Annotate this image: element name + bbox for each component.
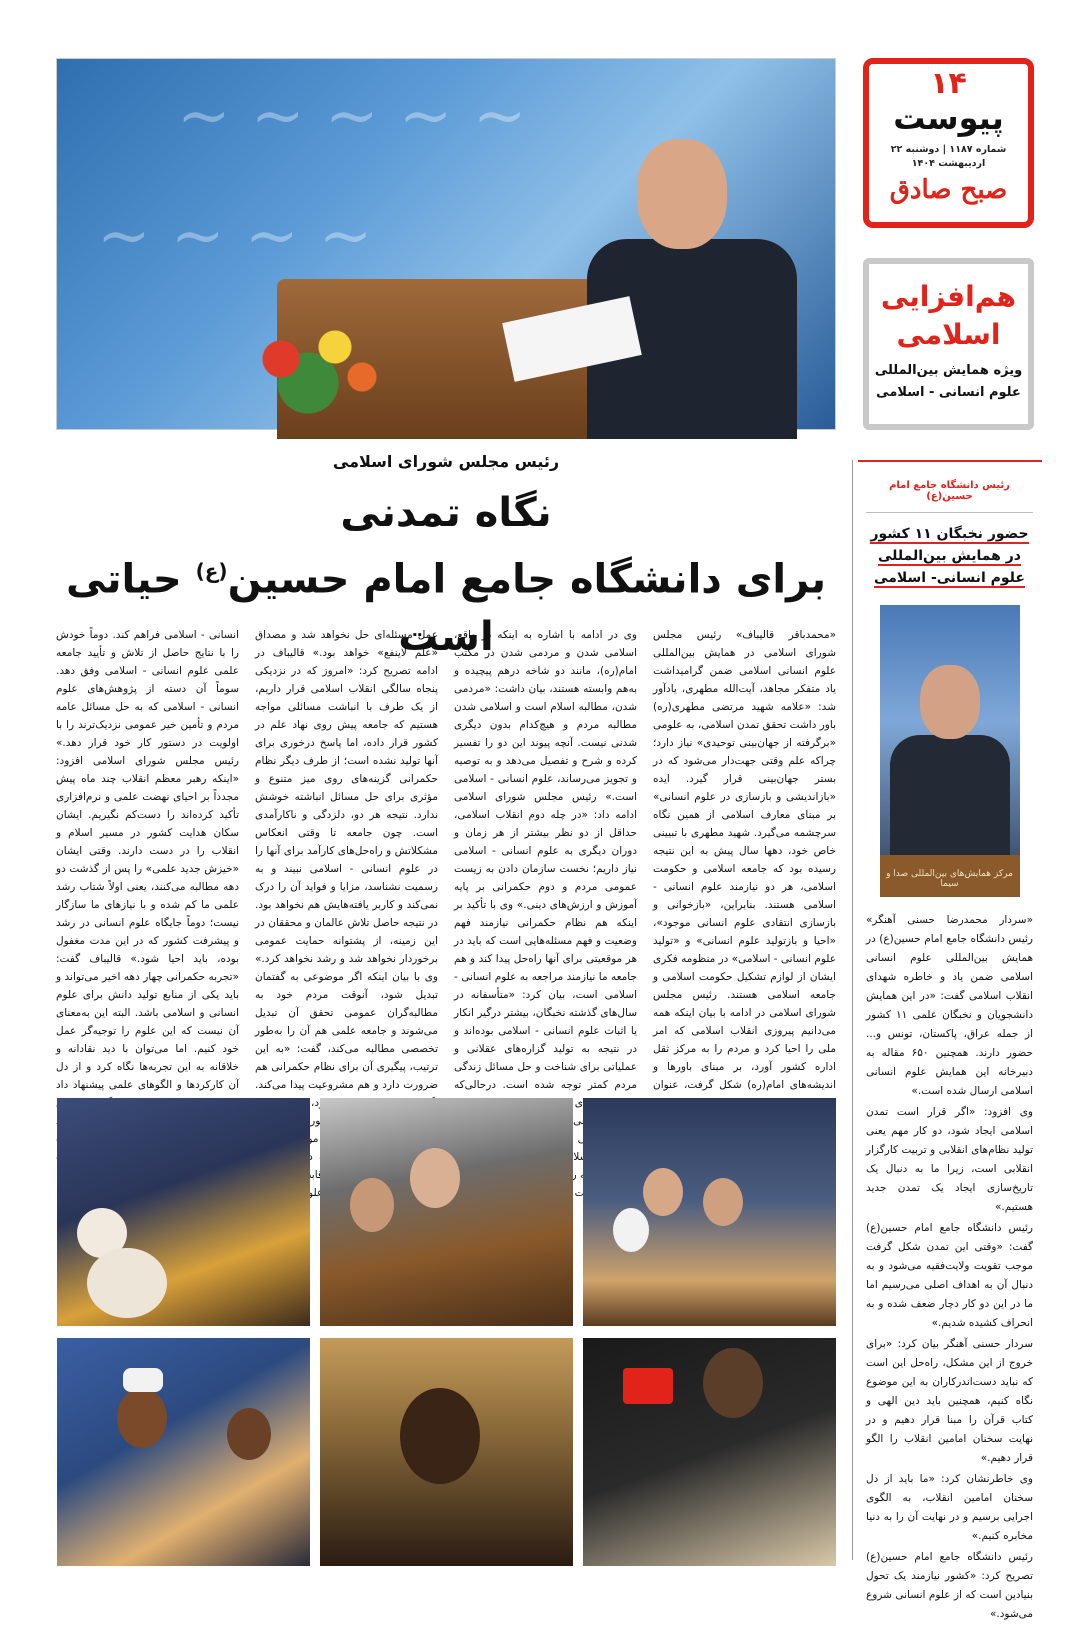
page-number: ۱۴ bbox=[930, 66, 967, 101]
column-text: وی در ادامه با اشاره به اینکه در واقع، اسلامی شدن و مردمی شدن در مکتب امام(ره)، مانند دو شاخه درهم پیچیده و به‌هم وابسته هستند، بیان داشت: «مردمی شدن، مطالبه اسلام است و اسلامی شدن مطالبه مردم و هیچ‌کدام بدون دیگری شدنی نیست. آنچه پیوند این دو را تفسیر کرده و شرح و تفصیل می‌دهد و به توصیه و تجویز می‌رساند، علوم انسانی - اسلامی است.» رئیس مجلس شورای اسلامی ادامه داد: «در چله دوم انقلاب اسلامی، حداقل از دو نظر بیشتر از هر زمان و دوران دیگری به علوم انسانی - اسلامی نیاز داریم؛ نخست سازمان دادن به زیست عمومی مردم و دوم حکمرانی بر پایه آموزش و ارزش‌های دینی.» وی با تأکید بر اینکه هم نظام حکمرانی نیازمند فهم وضعیت و فهم مسئله‌هایی است که باید در هر موقعیتی برای آنها راه‌حل پیدا کند و هم جامعه ما نیازمند مراجعه به علوم انسانی - اسلامی است، بیان کرد: «متأسفانه در سال‌های گذشته نخبگان، بیشتر درگیر انکار یا اثبات علوم انسانی - اسلامی بوده‌اند و در نتیجه به تولید گزاره‌های عقلانی و عملیاتی برای شناخت و حل مسائل زندگی مردم کمتر توجه شده است. درحالی‌که اسلامی bbox=[454, 629, 637, 1163]
photo-international-guests bbox=[57, 1338, 310, 1566]
page-number-box bbox=[863, 58, 1034, 228]
column-text: «محمدباقر قالیباف» رئیس مجلس شورای اسلامی در همایش بین‌المللی علوم انسانی اسلامی ضمن گرامیداشت یاد متفکر مجاهد، آیت‌الله مطهری، یادآور شد: «علامه شهید مرتضی مطهری(ره) باور داشت تحقق تمدن اسلامی، به علومی «برگرفته از جهان‌بینی توحیدی» نیاز دارد؛ چراکه علم وقتی جهت‌دار می‌شود که در بستر جهان‌بینی قرار گیرد. ایده «بازاندیشی و بازسازی در علوم انسانی» بر مبنای معارف اسلامی از همین نگاه سرچشمه می‌گیرد. شهید مطهری با تبیینی خاص خود، دهها سال پیش به این نتیجه رسیده بود که جامعه اسلامی و حکومت اسلامی، هر دو نیازمند علوم انسانی - اسلامی هستند. بنابراین، «بازخوانی و بازسازی انتقادی علوم انسانی موجود»، «احیا و بازتولید علوم انسانی» و «تولید علوم انسانی - اسلامی» در منظومه فکری ایشان از لوازم تشکیل حکومت اسلامی و جامعه اسلامی هستند. رئیس مجلس شورای اسلامی در ادامه با بیان اینکه همه می‌دانیم پیروزی انقلاب اسلامی که امر ملی را احیا کرد و مردم را به مرکز ثقل اداره کشور آورد، بر مبنای باورها و اندیشه‌های امام(ره) شکل گرفت، عنوان bbox=[652, 629, 836, 1091]
feature-subtitle-1: ویژه همایش بین‌المللی bbox=[874, 363, 1023, 378]
issue-line: شماره ۱۱۸۷ | دوشنبه ۲۲ اردیبهشت ۱۴۰۴ bbox=[890, 144, 1007, 169]
hero-photo bbox=[56, 58, 836, 430]
sidebar-headline bbox=[866, 523, 1033, 589]
sidebar-separator bbox=[866, 512, 1033, 513]
newspaper-logo: صبح صادق bbox=[889, 175, 1008, 205]
speaker-figure bbox=[577, 139, 807, 439]
sidebar-paragraph: رئیس دانشگاه جامع امام حسین(ع) تصریح کرد: «کشور نیازمند یک تحول بنیادین است که از علوم انسانی شروع می‌شود.» bbox=[866, 1551, 1033, 1620]
article-columns bbox=[56, 626, 836, 1199]
sidebar-headline-2: در همایش بین‌المللی bbox=[878, 548, 1021, 564]
sidebar-paragraph: رئیس دانشگاه جامع امام حسین(ع) گفت: «وقتی این تمدن شکل گرفت موجب تقویت ولایت‌فقیه می‌شود و به دنبال آن به اهداف اصلی می‌رسیم اما ما در این دو کار دچار ضعف شده و به انحراف کشیده شدیم.» bbox=[866, 1222, 1033, 1329]
sidebar-headline-3: علوم انسانی- اسلامی bbox=[874, 570, 1025, 586]
feature-box bbox=[863, 258, 1034, 430]
article-column-2 bbox=[454, 626, 637, 1163]
calligraphy-backdrop: ~ ~ ~ ~ ~ bbox=[177, 79, 527, 153]
calligraphy-backdrop-2: ~ ~ ~ ~ bbox=[97, 199, 373, 273]
headline-part-a: برای دانشگاه جامع امام حسین bbox=[227, 556, 826, 603]
sidebar-divider bbox=[852, 460, 853, 1560]
photo-grid bbox=[56, 1098, 836, 1568]
photo-conference-hall bbox=[57, 1098, 310, 1326]
main-headline-line-1: نگاه تمدنی bbox=[340, 490, 552, 536]
sidebar-article bbox=[866, 478, 1034, 1620]
photo-audience-headphones bbox=[320, 1098, 573, 1326]
sidebar-photo bbox=[880, 605, 1020, 897]
flower-arrangement bbox=[227, 299, 407, 419]
sidebar-photo-caption: مرکز همایش‌های بین‌المللی صدا و سیما bbox=[880, 855, 1020, 897]
sidebar-paragraph: وی افزود: «اگر قرار است تمدن اسلامی ایجاد شود، دو کار مهم یعنی تولید نظام‌های انقلابی و تربیت کارگزار انقلابی است، زیرا ما به دنبال یک تاریخ‌سازی ایجاد یک تمدن جدید هستیم.» bbox=[866, 1106, 1033, 1213]
photo-delegate-badge bbox=[583, 1338, 836, 1566]
article-column-3 bbox=[255, 626, 438, 1199]
article-column-1 bbox=[652, 626, 836, 1091]
section-title: پیوست bbox=[893, 99, 1004, 137]
feature-subtitle-2: علوم انسانی - اسلامی bbox=[876, 385, 1021, 400]
main-kicker: رئیس مجلس شورای اسلامی bbox=[332, 452, 560, 471]
sidebar-body bbox=[866, 911, 1033, 1624]
sidebar-top-rule bbox=[858, 460, 1042, 462]
photo-attendee bbox=[320, 1338, 573, 1566]
column-text: انسانی - اسلامی فراهم کند. دوماً خودش را با نتایج حاصل از تلاش و تأیید جامعه علمی علوم انسانی - اسلامی وفق دهد. سوماً آن دسته از پژوهش‌های علوم انسانی - اسلامی که به حل مسائل عامه مردم و تأمین خیر عمومی نزدیک‌ترند را با اولویت در دستور کار خود قرار دهد.» رئیس مجلس شورای اسلامی افزود: «اینکه رهبر معظم انقلاب چند ماه پیش مجدداً بر احیای نهضت علمی و نرم‌افزاری تأکید کرده‌اند را دست‌کم نگیریم. ایشان سکان هدایت کشور در مسیر اسلام و انقلاب را در دست دارند. وقتی ایشان «خیزش جدید علمی» را پس از گذشت دو دهه مطالبه می‌کنند، یعنی اولاً شتاب رشد علمی ما کم شده و با نیازهای ما سازگار نیست؛ دوماً جایگاه علوم انسانی در رشد و پیشرفت کشور که در این مدت مغفول بوده، باید احیا شود.» قالیباف گفت: «تجربه حکمرانی چهار دهه اخیر می‌تواند و باید یکی از منابع تولید دانش برای علوم انسانی و اسلامی باشد. البته این به‌معنای آن نیست که این علوم را توجیه‌گر عمل خود کنیم. اما می‌توان با دید نقادانه و خلاقانه به این تجربه‌ها نگاه کرد و از دل آن کارکردها و الگوهای علمی پیشنهاد داد bbox=[56, 629, 239, 1091]
article-column-4 bbox=[56, 626, 239, 1091]
sidebar-paragraph: وی خاطرنشان کرد: «ما باید از دل سخنان امامین انقلاب، به الگوی اجرایی برسیم و در نهایت آن را به دنیا مخابره کنیم.» bbox=[866, 1473, 1033, 1542]
headline-part-b: حیاتی است bbox=[66, 556, 494, 661]
column-text: عمل مسئله‌ای حل نخواهد شد و مصداق «علم لاینفع» خواهد بود.» قالیباف در ادامه تصریح کرد: «امروز که در نزدیکی پنجاه سالگی انقلاب اسلامی قرار داریم، از یک طرف با انباشت مسائلی مواجه هستیم که جامعه پیش روی نهاد علم در کشور قرار داده، اما پاسخ درخوری برای آنها تولید نشده است؛ از طرف دیگر نظام حکمرانی گزینه‌های روی میز متنوع و مؤثری برای حل مسائل انباشته خوشش ندارد. نتیجه هر دو، دلزدگی و ناکارآمدی است. چون جامعه تا وقتی انعکاس مشکلاتش و راه‌حل‌های کارآمد برای آنها را در علوم انسانی - اسلامی نبیند و به رسمیت نشناسد، مزایا و فواید آن را درک نمی‌کند و کاربر یافته‌هایش هم نخواهد بود. در نتیجه حاصل تلاش عالمان و محققان در این زمینه، از پشتوانه حمایت عمومی برخوردار نخواهد شد و رشد نخواهد کرد.» وی با بیان اینکه اگر موضوعی به گفتمان تبدیل شود، آنوقت مردم خود به مطالبه‌گران عمومی تحقق آن تبدیل می‌شوند و جامعه علمی هم آن را به‌طور تخصصی مطالبه می‌کند، گفت: «به این ترتیب، پیگیری آن برای نظام حکمرانی هم ضرورت دارد و هم مشروعیت پیدا می‌کند. رقابت علوم bbox=[255, 629, 438, 1199]
headline-superscript: (ع) bbox=[195, 559, 228, 583]
feature-title-2: اسلامی bbox=[896, 318, 1001, 351]
sidebar-paragraph: سردار حسنی آهنگر بیان کرد: «برای خروج از این مشکل، راه‌حل این است که نباید دست‌اندرکاران به این موضوع نگاه کنیم، همچنین باید دین الهی و کتاب قرآن را مبنا قرار دهیم و در نهایت سخنان امامین انقلاب را الگو قرار دهیم.» bbox=[866, 1338, 1033, 1464]
photo-officials-standing bbox=[583, 1098, 836, 1326]
feature-title-1: هم‌افزایی bbox=[880, 280, 1017, 313]
sidebar-headline-1: حضور نخبگان ۱۱ کشور bbox=[870, 526, 1029, 542]
sidebar-paragraph: «سردار محمدرضا حسنی آهنگر» رئیس دانشگاه جامع امام حسین(ع) در همایش بین‌المللی علوم انسانی اسلامی ضمن یاد و خاطره شهدای انقلاب اسلامی گفت: «در این همایش دانشجویان و نخبگان علمی ۱۱ کشور از جمله عراق، پاکستان، تونس و... حضور دارند. همچنین ۶۵۰ مقاله به دبیرخانه این همایش علوم انسانی اسلامی ارسال شده است.» bbox=[866, 914, 1034, 1097]
sidebar-kicker: رئیس دانشگاه جامع امام حسین(ع) bbox=[889, 480, 1010, 502]
